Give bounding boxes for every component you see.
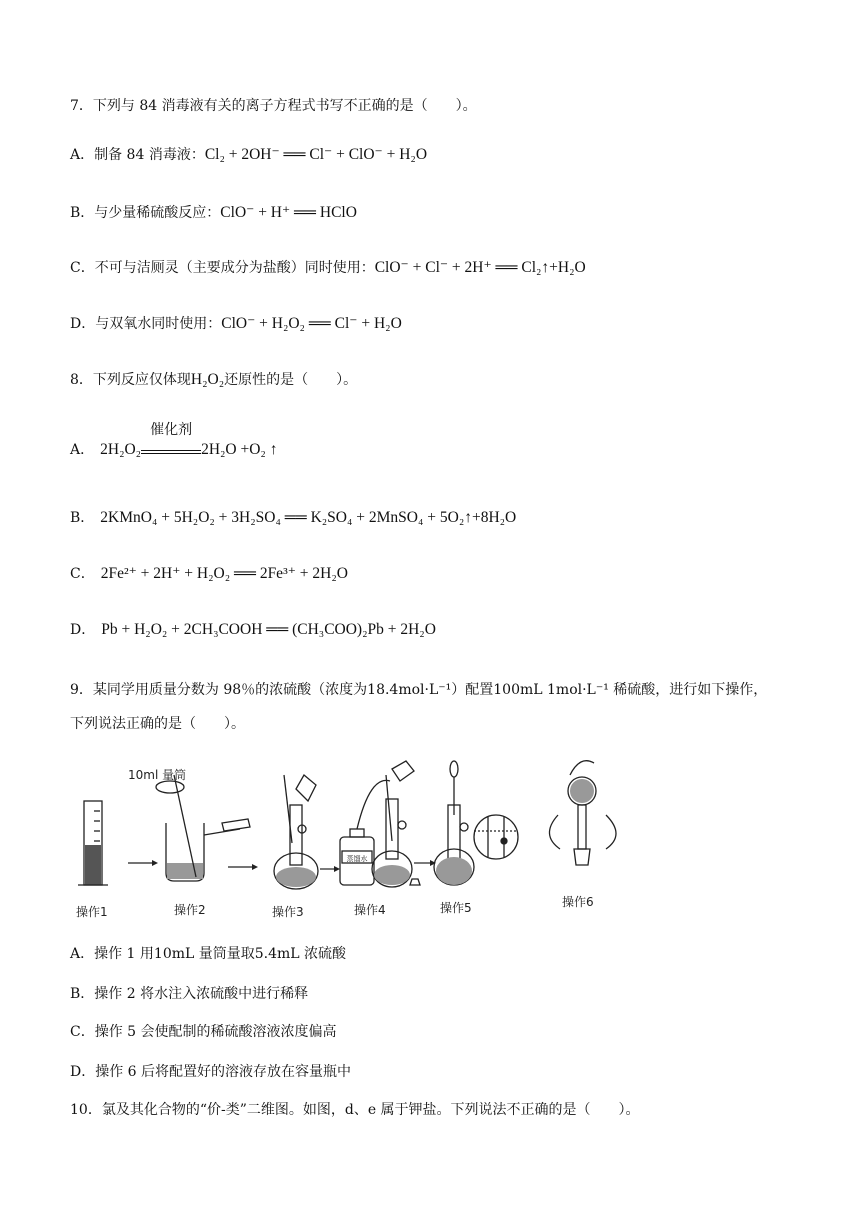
q8-option-a — [70, 422, 278, 460]
q7-option-d — [70, 314, 402, 334]
q8-option-d-label: D． — [70, 622, 96, 638]
q8-option-a-label: A． — [70, 442, 95, 458]
q7-option-d-equation: ClO⁻ + H₂O₂ ══ Cl⁻ + H₂O — [221, 315, 402, 332]
q8-stem-formula: H₂O₂ — [190, 371, 225, 388]
dropper-flask-icon — [434, 761, 474, 885]
q7-option-b-equation: ClO⁻ + H⁺ ══ HClO — [220, 204, 357, 221]
q8-option-c-label: C． — [70, 566, 95, 582]
step-4-caption: 操作4 — [354, 903, 386, 917]
q8-option-b — [70, 508, 516, 528]
q8-catalyst-condition — [141, 422, 201, 454]
q7-option-a-label: A．制备 84 消毒液： — [70, 147, 205, 163]
q7-option-c-equation: ClO⁻ + Cl⁻ + 2H⁺ ══ Cl₂↑+H₂O — [374, 259, 586, 276]
step-1-caption: 操作1 — [76, 905, 108, 919]
step-2-caption: 操作2 — [174, 903, 206, 917]
q7-option-b — [70, 203, 357, 223]
q8-option-a-right: 2H₂O +O₂ ↑ — [201, 441, 278, 458]
catalyst-double-bar — [141, 450, 201, 454]
q8-stem — [70, 370, 357, 390]
q8-option-c-equation: 2Fe²⁺ + 2H⁺ + H₂O₂ ══ 2Fe³⁺ + 2H₂O — [100, 565, 348, 582]
q10-stem: 10．氯及其化合物的“价-类”二维图。如图，d、e 属于钾盐。下列说法不正确的是（ ）。 — [70, 1102, 640, 1118]
procedure-diagram — [70, 745, 750, 925]
beaker-stirring-icon — [156, 775, 250, 881]
q9-stem-line1: 9．某同学用质量分数为 98％的浓硫酸（浓度为18.4mol·L⁻¹）配置100mL 1mol·L⁻¹ 稀硫酸，进行如下操作， — [70, 682, 768, 698]
q7-stem: 7．下列与 84 消毒液有关的离子方程式书写不正确的是（ ）。 — [70, 98, 477, 114]
graduated-cylinder-icon — [78, 801, 108, 885]
magnifier-icon — [474, 815, 518, 859]
volumetric-flask-icon — [274, 775, 318, 889]
step-6-caption: 操作6 — [562, 895, 594, 909]
q8-stem-pre: 8．下列反应仅体现 — [70, 372, 191, 388]
step-5-caption: 操作5 — [440, 901, 472, 915]
q7-option-a — [70, 145, 427, 165]
cylinder-volume-label: 10ml 量筒 — [128, 768, 187, 782]
q7-option-a-equation: Cl₂ + 2OH⁻ ══ Cl⁻ + ClO⁻ + H₂O — [204, 146, 428, 163]
q9-option-c: C．操作 5 会使配制的稀硫酸溶液浓度偏高 — [70, 1024, 337, 1040]
step-3-caption: 操作3 — [272, 905, 304, 919]
q9-stem-line2: 下列说法正确的是（ ）。 — [70, 716, 245, 732]
q8-option-c — [70, 564, 348, 584]
q8-option-b-label: B． — [70, 510, 95, 526]
q8-option-a-left: 2H₂O₂ — [100, 441, 142, 458]
q8-stem-post: 还原性的是（ ）。 — [224, 372, 358, 388]
q9-option-b: B．操作 2 将水注入浓硫酸中进行稀释 — [70, 986, 309, 1002]
catalyst-label: 催化剂 — [150, 422, 193, 438]
q9-procedure-figure — [70, 745, 750, 925]
q8-option-b-equation: 2KMnO₄ + 5H₂O₂ + 3H₂SO₄ ══ K₂SO₄ + 2MnSO₄ + 5O₂↑+8H₂O — [100, 509, 517, 526]
q7-option-b-label: B．与少量稀硫酸反应： — [70, 205, 221, 221]
distilled-water-label: 蒸馏水 — [346, 855, 368, 863]
volumetric-flask-icon — [372, 761, 420, 887]
inverting-flask-icon — [549, 761, 616, 865]
q8-option-d — [70, 620, 436, 640]
q7-option-c-label: C．不可与洁厕灵（主要成分为盐酸）同时使用： — [70, 260, 375, 276]
q7-option-d-label: D．与双氧水同时使用： — [70, 316, 222, 332]
q7-option-c — [70, 258, 586, 278]
q8-option-d-equation: Pb + H₂O₂ + 2CH₃COOH ══ (CH₃COO)₂Pb + 2H₂O — [101, 621, 436, 638]
q9-option-a: A．操作 1 用10mL 量筒量取5.4mL 浓硫酸 — [70, 946, 347, 962]
q9-option-d: D．操作 6 后将配置好的溶液存放在容量瓶中 — [70, 1064, 352, 1080]
